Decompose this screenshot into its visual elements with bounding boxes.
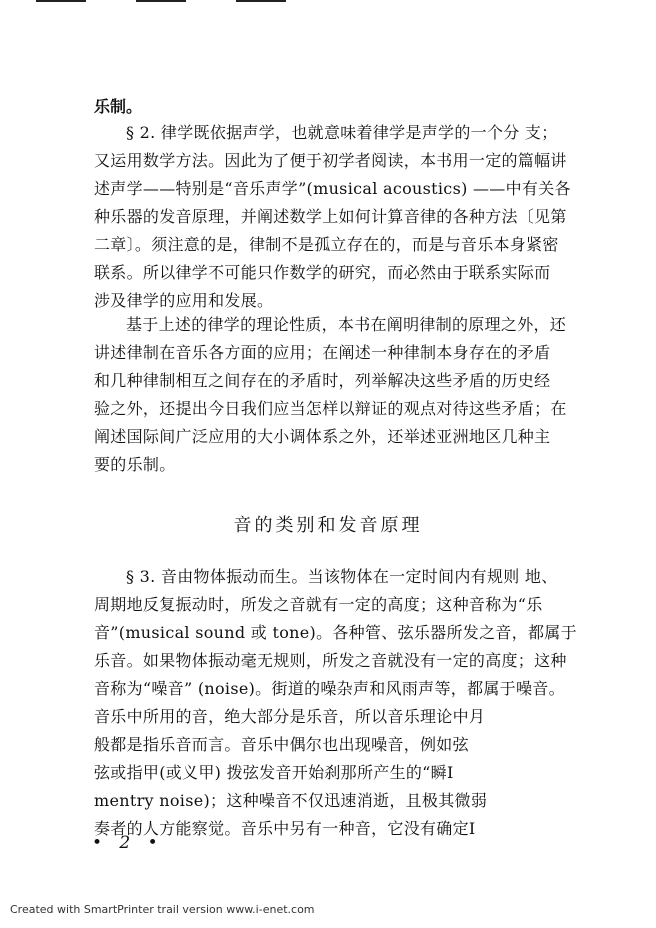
text-line: 联系。所以律学不可能只作数学的研究，而必然由于联系实际而 (94, 263, 551, 282)
text-line: 音乐中所用的音，绝大部分是乐音，所以音乐理论中月 (94, 707, 486, 726)
paragraph-section-2 (94, 119, 590, 315)
text-line: § 3. 音由物体振动而生。当该物体在一定时间内有规则 地、 (126, 567, 558, 586)
text-line: 阐述国际间广泛应用的大小调体系之外，还举述亚洲地区几种主 (94, 427, 551, 446)
text-line: § 2. 律学既依据声学，也就意味着律学是声学的一个分 支； (126, 123, 558, 142)
text-line: 和几种律制相互之间存在的矛盾时，列举解决这些矛盾的历史经 (94, 371, 551, 390)
text-line: 奏者的人方能察觉。音乐中另有一种音，它没有确定I (94, 819, 476, 838)
text-line: 又运用数学方法。因此为了便于初学者阅读，本书用一定的篇幅讲 (94, 151, 567, 170)
text-line: 验之外，还提出今日我们应当怎样以辩证的观点对待这些矛盾；在 (94, 399, 567, 418)
paragraph-theory (94, 311, 590, 479)
section-heading: 音的类别和发音原理 (233, 515, 423, 536)
text-line: 音称为“噪音” (noise)。街道的噪杂声和风雨声等，都属于噪音。 (94, 679, 565, 698)
top-edge-mark-2 (136, 0, 186, 2)
text-line: 周期地反复振动时，所发之音就有一定的高度；这种音称为“乐 (94, 595, 543, 614)
top-edge-mark-3 (236, 0, 286, 2)
text-line: mentry noise)；这种噪音不仅迅速消逝，且极其微弱 (94, 791, 488, 810)
text-line: 乐音。如果物体振动毫无规则，所发之音就没有一定的高度；这种 (94, 651, 567, 670)
top-edge-mark-1 (36, 0, 86, 2)
page-number: • 2 • (92, 833, 164, 853)
text-line: 种乐器的发音原理，并阐述数学上如何计算音律的各种方法〔见第 (94, 207, 567, 226)
text-line: 要的乐制。 (94, 455, 176, 474)
text-line: 讲述律制在音乐各方面的应用；在阐述一种律制本身存在的矛盾 (94, 343, 551, 362)
text-line: 涉及律学的应用和发展。 (94, 291, 274, 310)
continuation-line: 乐制。 (94, 97, 143, 116)
text-line: 弦或指甲(或义甲) 拨弦发音开始刹那所产生的“瞬I (94, 763, 454, 782)
text-line: 述声学——特别是“音乐声学”(musical acoustics) ——中有关各 (94, 179, 571, 198)
text-line: 音”(musical sound 或 tone)。各种管、弦乐器所发之音，都属于 (94, 623, 577, 642)
text-line: 二章〕。须注意的是，律制不是孤立存在的，而是与音乐本身紧密 (94, 235, 559, 254)
paragraph-section-3 (94, 563, 594, 843)
text-line: 般都是指乐音而言。音乐中偶尔也出现噪音，例如弦 (94, 735, 469, 754)
text-line: 基于上述的律学的理论性质，本书在阐明律制的原理之外，还 (126, 315, 567, 334)
watermark-footer: Created with SmartPrinter trail version www.i-enet.com (10, 903, 315, 916)
